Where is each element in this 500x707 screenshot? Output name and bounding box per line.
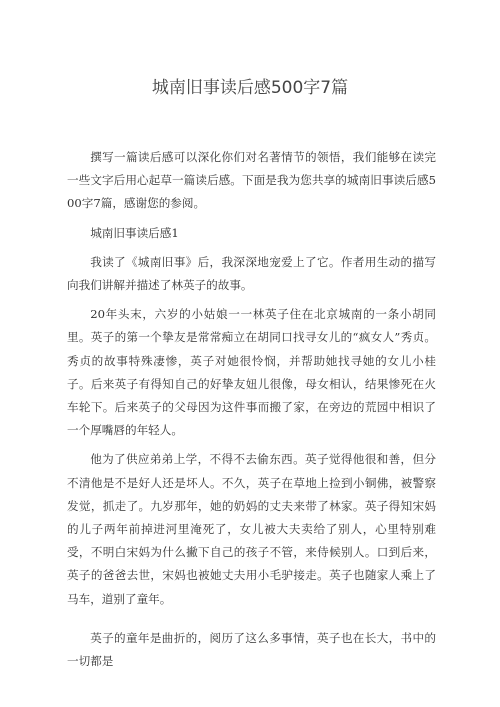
section-heading: 城南旧事读后感1 xyxy=(90,225,179,240)
paragraph: 英子的童年是曲折的，阅历了这么多事情，英子也在长大，书中的一切都是 xyxy=(67,630,436,669)
paragraph: 他为了供应弟弟上学，不得不去偷东西。英子觉得他很和善，但分不清他是不是好人还是坏人。不久，英子在草地上捡到小铜佛，被警察发觉，抓走了。九岁那年，她的奶妈的丈夫来带了林家。英子得知宋妈的儿子两年前掉进河里淹死了，女儿被大夫卖给了别人，心里特别难受，不明白宋妈为什么撇下自己的孩子不管，来侍候别人。口到后来，英子的爸爸去世，宋妈也被她丈夫用小毛驴接走。英子也随家人乘上了马车，道别了童年。 xyxy=(67,452,436,606)
paragraph: 我读了《城南旧事》后，我深深地宠爱上了它。作者用生动的描写向我们讲解并描述了林英子的故事。 xyxy=(67,254,436,293)
paragraph-intro: 撰写一篇读后感可以深化你们对名著情节的领悟，我们能够在读完一些文字后用心起草一篇读后感。下面是我为您共享的城南旧事读后感500字7篇，感谢您的参阅。 xyxy=(67,150,436,211)
document-title: 城南旧事读后感500字7篇 xyxy=(151,78,349,98)
paragraph: 20年头末，六岁的小姑娘一一林英子住在北京城南的一条小胡同里。英子的第一个挚友是常常痴立在胡同口找寻女儿的“疯女人”秀贞。秀贞的故事特殊凄惨，英子对她很怜悯，并帮助她找寻她的女儿小桂子。后来英子有得知自己的好挚友妞儿很像，母女相认，结果惨死在火车轮下。后来英子的父母因为这件事而搬了家，在旁边的荒园中相识了一个厚嘴唇的年轻人。 xyxy=(67,307,436,438)
document-body xyxy=(67,146,436,679)
